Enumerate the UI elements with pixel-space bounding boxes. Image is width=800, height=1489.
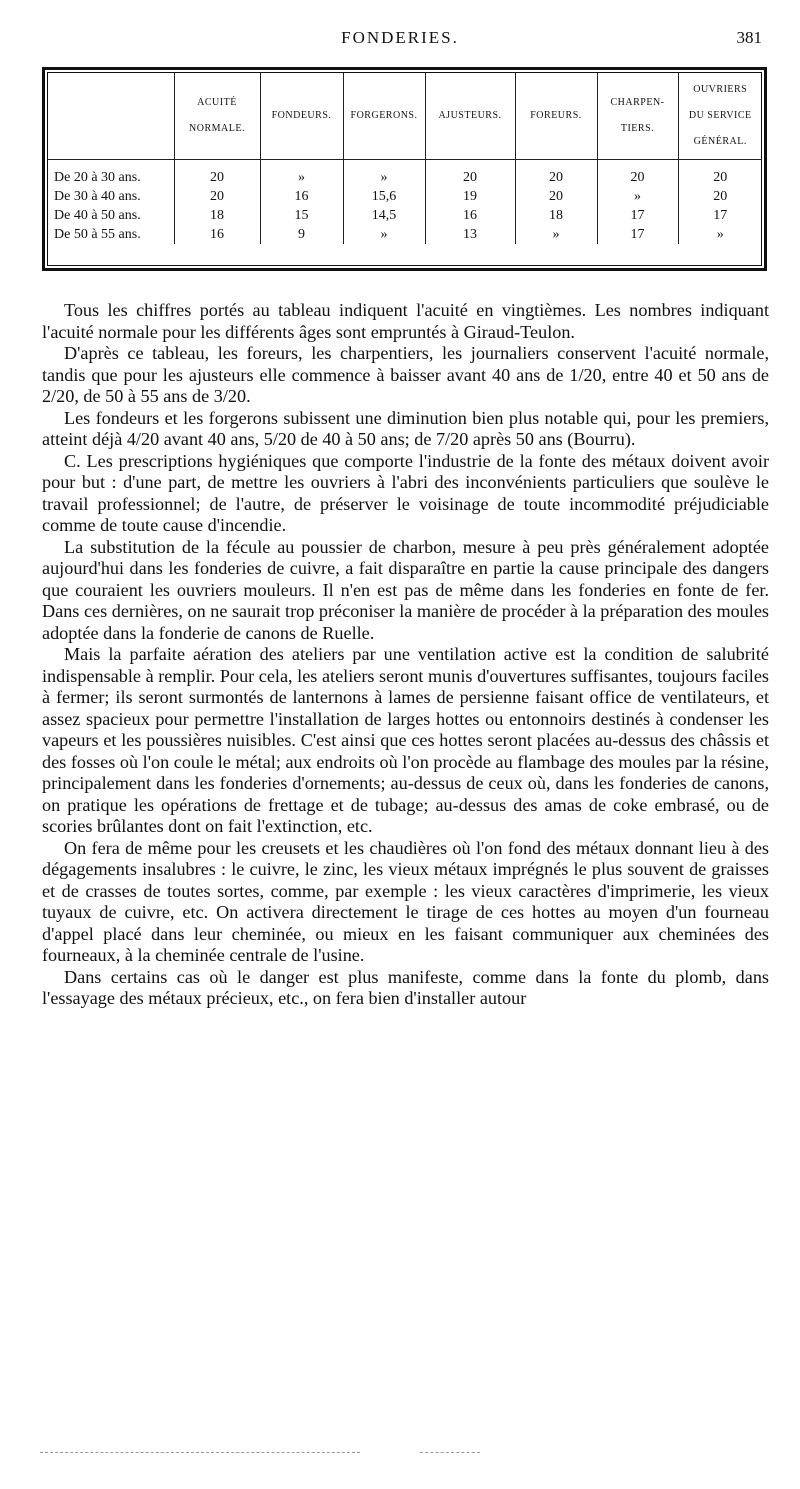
acuity-cell: » — [343, 160, 425, 188]
acuity-cell: 20 — [425, 160, 515, 188]
acuity-cell: 13 — [425, 225, 515, 244]
paragraph: Tous les chiffres portés au tableau indiquent l'acuité en vingtièmes. Les nombres indiquant l'acuité normale pour les différents âges sont empruntés à Giraud-Teulon. — [42, 300, 769, 342]
table-header-row — [48, 73, 762, 160]
acuity-cell: 20 — [597, 160, 678, 188]
age-range-cell: De 20 à 30 ans. — [54, 170, 141, 185]
column-header-line: AJUSTEURS. — [438, 110, 502, 121]
age-range-cell: De 30 à 40 ans. — [54, 189, 141, 204]
column-header-line: FOREURS. — [530, 110, 582, 121]
acuity-cell: 17 — [597, 225, 678, 244]
column-header-line: FORGERONS. — [350, 110, 418, 121]
column-header-line: DU SERVICE — [688, 110, 752, 121]
table-row — [48, 206, 762, 225]
page-number: 381 — [736, 28, 762, 47]
bottom-rule-right — [420, 1452, 480, 1453]
acuity-cell: 15 — [260, 206, 343, 225]
acuity-cell: » — [515, 225, 597, 244]
acuity-cell: 19 — [425, 187, 515, 206]
acuity-cell: 16 — [174, 225, 260, 244]
acuity-cell: 18 — [515, 206, 597, 225]
acuity-cell: 20 — [515, 160, 597, 188]
acuity-cell: 15,6 — [343, 187, 425, 206]
acuity-table — [48, 73, 762, 244]
running-title: FONDERIES. — [341, 28, 459, 47]
acuity-cell: 20 — [678, 187, 762, 206]
acuity-cell: » — [343, 225, 425, 244]
acuity-cell: 9 — [260, 225, 343, 244]
column-header-charpentiers — [597, 73, 678, 160]
acuity-table-frame — [42, 67, 767, 271]
column-header-age — [48, 73, 174, 160]
column-header-line: OUVRIERS — [693, 84, 748, 95]
column-header-forgerons — [343, 73, 425, 160]
acuity-cell: 17 — [597, 206, 678, 225]
column-header-line: GÉNÉRAL. — [693, 136, 747, 147]
running-head — [0, 28, 800, 56]
paragraph: C. Les prescriptions hygiéniques que comporte l'industrie de la fonte des métaux doivent avoir pour but : d'une part, de mettre les ouvriers à l'abri des inconvénients particuliers que soulève le travail professionnel; de l'autre, de préserver le voisinage de toute incommodité préjudiciable comme de toute cause d'incendie. — [42, 450, 769, 535]
bottom-rule-left — [40, 1452, 360, 1453]
age-range-cell: De 50 à 55 ans. — [54, 227, 141, 242]
paragraph: La substitution de la fécule au poussier de charbon, mesure à peu près généralement adoptée aujourd'hui dans les fonderies de cuivre, a fait disparaître en partie la cause principale des dangers que couraient les ouvriers mouleurs. Il n'en est pas de même dans les fonderies en fonte de fer. Dans ces dernières, on ne saurait trop préconiser la manière de procéder à la préparation des moules adoptée dans la fonderie de canons de Ruelle. — [42, 536, 769, 643]
acuity-cell: 20 — [678, 160, 762, 188]
column-header-line: TIERS. — [620, 123, 655, 134]
acuity-cell: » — [678, 225, 762, 244]
table-body — [48, 160, 762, 245]
table-row — [48, 225, 762, 244]
table-row — [48, 160, 762, 188]
column-header-line: NORMALE. — [189, 123, 245, 134]
paragraph: D'après ce tableau, les foreurs, les charpentiers, les journaliers conservent l'acuité normale, tandis que pour les ajusteurs elle commence à baisser avant 40 ans de 1/20, entre 40 et 50 ans de 2/20, de 50 à 55 ans de 3/20. — [42, 343, 769, 406]
body-text — [42, 300, 769, 1010]
acuity-cell: 16 — [260, 187, 343, 206]
paragraph: Les fondeurs et les forgerons subissent une diminution bien plus notable qui, pour les premiers, atteint déjà 4/20 avant 40 ans, 5/20 de 40 à 50 ans; de 7/20 après 50 ans (Bourru). — [42, 407, 769, 449]
acuity-cell: » — [597, 187, 678, 206]
column-header-line: FONDEURS. — [271, 110, 332, 121]
acuity-cell: 18 — [174, 206, 260, 225]
age-range-cell: De 40 à 50 ans. — [54, 208, 141, 223]
paragraph: Mais la parfaite aération des ateliers par une ventilation active est la condition de salubrité indispensable à remplir. Pour cela, les ateliers seront munis d'ouvertures suffisantes, toujours faciles à fermer; ils seront surmontés de lanternons à lames de persienne faisant office de ventilateurs, et assez spacieux pour permettre l'installation de larges hottes ou entonnoirs destinés à condenser les vapeurs et les poussières nuisibles. C'est ainsi que ces hottes seront placées au-dessus des châssis et des fosses où l'on coule le métal; aux endroits où l'on procède au flambage des moules par la résine, principalement dans les fonderies d'ornements; au-dessus de ceux où, dans les fonderies de canons, on pratique les opérations de frettage et de tubage; au-dessus des amas de coke embrasé, ou de scories brûlantes dont on fait l'extinction, etc. — [42, 644, 769, 836]
column-header-line: ACUITÉ — [197, 97, 237, 108]
paragraph: Dans certains cas où le danger est plus manifeste, comme dans la fonte du plomb, dans l'essayage des métaux précieux, etc., on fera bien d'installer autour — [42, 966, 769, 1008]
acuity-cell: » — [260, 160, 343, 188]
column-header-normal — [174, 73, 260, 160]
column-header-fondeurs — [260, 73, 343, 160]
column-header-ouvriers — [678, 73, 762, 160]
acuity-cell: 14,5 — [343, 206, 425, 225]
table-row — [48, 187, 762, 206]
acuity-cell: 17 — [678, 206, 762, 225]
column-header-ajusteurs — [425, 73, 515, 160]
acuity-cell: 20 — [515, 187, 597, 206]
column-header-foreurs — [515, 73, 597, 160]
acuity-cell: 20 — [174, 160, 260, 188]
acuity-cell: 16 — [425, 206, 515, 225]
acuity-cell: 20 — [174, 187, 260, 206]
column-header-line: CHARPEN- — [610, 97, 665, 108]
paragraph: On fera de même pour les creusets et les chaudières où l'on fond des métaux donnant lieu à des dégagements insalubres : le cuivre, le zinc, les vieux métaux imprégnés le plus souvent de graisses et de crasses de toutes sortes, comme, par exemple : les vieux caractères d'imprimerie, les vieux tuyaux de cuivre, etc. On activera directement le tirage de ces hottes au moyen d'un fourneau d'appel placé dans leur cheminée, ou mieux en les faisant communiquer aux cheminées des fourneaux, à la cheminée centrale de l'usine. — [42, 837, 769, 965]
